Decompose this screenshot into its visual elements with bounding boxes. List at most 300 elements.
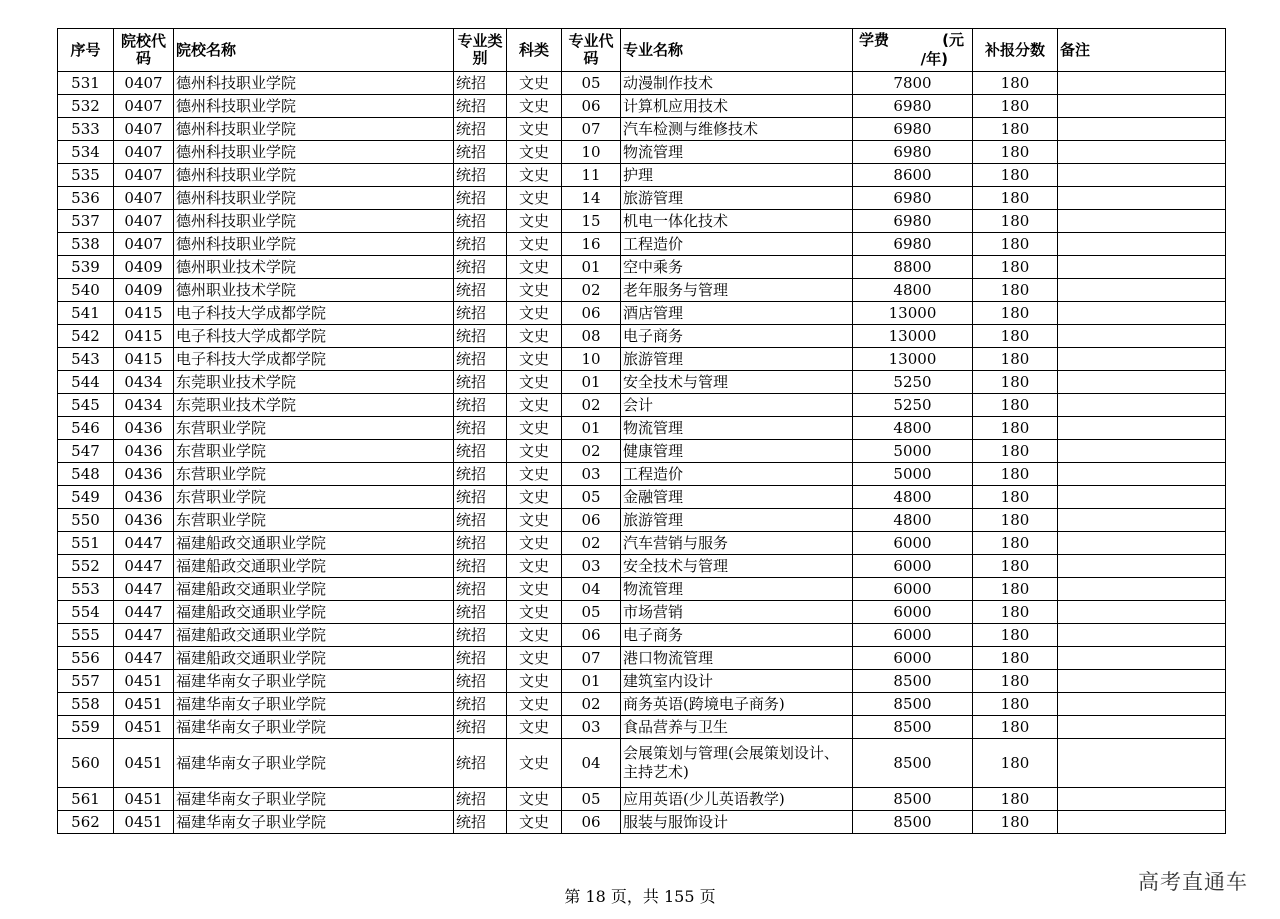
table-row xyxy=(58,417,1226,440)
cell-score: 180 xyxy=(973,279,1058,302)
cell-category: 统招 xyxy=(454,348,507,371)
cell-note xyxy=(1058,578,1226,601)
cell-seq: 557 xyxy=(58,670,114,693)
cell-subject: 文史 xyxy=(507,601,562,624)
cell-score: 180 xyxy=(973,371,1058,394)
cell-tuition: 8500 xyxy=(853,811,973,834)
cell-score: 180 xyxy=(973,210,1058,233)
cell-major-name: 电子商务 xyxy=(621,624,853,647)
header-tuition-unit: (元 xyxy=(942,31,964,49)
cell-note xyxy=(1058,118,1226,141)
cell-tuition: 7800 xyxy=(853,72,973,95)
cell-tuition: 4800 xyxy=(853,509,973,532)
cell-seq: 556 xyxy=(58,647,114,670)
cell-score: 180 xyxy=(973,187,1058,210)
cell-note xyxy=(1058,739,1226,788)
cell-score: 180 xyxy=(973,788,1058,811)
cell-school-code: 0447 xyxy=(114,601,174,624)
cell-seq: 539 xyxy=(58,256,114,279)
cell-school-code: 0447 xyxy=(114,532,174,555)
cell-school-name: 德州科技职业学院 xyxy=(174,95,454,118)
table-row xyxy=(58,348,1226,371)
cell-subject: 文史 xyxy=(507,440,562,463)
cell-score: 180 xyxy=(973,394,1058,417)
cell-subject: 文史 xyxy=(507,417,562,440)
cell-major-name: 健康管理 xyxy=(621,440,853,463)
table-row xyxy=(58,210,1226,233)
cell-tuition: 6980 xyxy=(853,233,973,256)
cell-major-code: 16 xyxy=(562,233,621,256)
cell-subject: 文史 xyxy=(507,486,562,509)
cell-subject: 文史 xyxy=(507,371,562,394)
header-tuition-label: 学费 xyxy=(859,31,890,49)
cell-major-name: 物流管理 xyxy=(621,141,853,164)
cell-school-code: 0434 xyxy=(114,371,174,394)
cell-seq: 560 xyxy=(58,739,114,788)
cell-major-name: 汽车营销与服务 xyxy=(621,532,853,555)
cell-note xyxy=(1058,164,1226,187)
cell-tuition: 5000 xyxy=(853,463,973,486)
cell-school-name: 东营职业学院 xyxy=(174,463,454,486)
cell-subject: 文史 xyxy=(507,463,562,486)
cell-score: 180 xyxy=(973,233,1058,256)
cell-subject: 文史 xyxy=(507,693,562,716)
cell-category: 统招 xyxy=(454,578,507,601)
cell-tuition: 5250 xyxy=(853,394,973,417)
cell-tuition: 4800 xyxy=(853,417,973,440)
cell-subject: 文史 xyxy=(507,811,562,834)
cell-major-name: 老年服务与管理 xyxy=(621,279,853,302)
cell-seq: 535 xyxy=(58,164,114,187)
table-row xyxy=(58,95,1226,118)
cell-category: 统招 xyxy=(454,279,507,302)
cell-tuition: 6000 xyxy=(853,647,973,670)
cell-school-code: 0451 xyxy=(114,739,174,788)
table-row xyxy=(58,463,1226,486)
cell-category: 统招 xyxy=(454,670,507,693)
table-row xyxy=(58,72,1226,95)
cell-score: 180 xyxy=(973,325,1058,348)
cell-note xyxy=(1058,394,1226,417)
cell-category: 统招 xyxy=(454,371,507,394)
cell-major-name: 空中乘务 xyxy=(621,256,853,279)
cell-note xyxy=(1058,693,1226,716)
cell-major-code: 10 xyxy=(562,141,621,164)
cell-major-name: 旅游管理 xyxy=(621,509,853,532)
cell-school-name: 福建船政交通职业学院 xyxy=(174,532,454,555)
cell-major-name: 物流管理 xyxy=(621,417,853,440)
cell-school-code: 0409 xyxy=(114,279,174,302)
page-footer: 第 18 页，共 155 页 xyxy=(564,887,716,906)
cell-category: 统招 xyxy=(454,417,507,440)
cell-seq: 551 xyxy=(58,532,114,555)
cell-school-code: 0436 xyxy=(114,417,174,440)
watermark-logo: 高考直通车 xyxy=(1138,870,1248,894)
cell-note xyxy=(1058,601,1226,624)
cell-major-code: 06 xyxy=(562,302,621,325)
cell-school-name: 东营职业学院 xyxy=(174,417,454,440)
cell-major-name: 食品营养与卫生 xyxy=(621,716,853,739)
cell-tuition: 4800 xyxy=(853,486,973,509)
cell-tuition: 8500 xyxy=(853,670,973,693)
cell-category: 统招 xyxy=(454,788,507,811)
cell-major-code: 02 xyxy=(562,394,621,417)
cell-major-code: 08 xyxy=(562,325,621,348)
cell-subject: 文史 xyxy=(507,647,562,670)
cell-score: 180 xyxy=(973,95,1058,118)
cell-school-code: 0447 xyxy=(114,578,174,601)
table-row xyxy=(58,302,1226,325)
table-row xyxy=(58,256,1226,279)
cell-major-name: 电子商务 xyxy=(621,325,853,348)
cell-major-name: 应用英语(少儿英语教学) xyxy=(621,788,853,811)
cell-note xyxy=(1058,233,1226,256)
cell-school-code: 0407 xyxy=(114,210,174,233)
table-row xyxy=(58,532,1226,555)
cell-note xyxy=(1058,187,1226,210)
cell-score: 180 xyxy=(973,164,1058,187)
cell-major-name: 旅游管理 xyxy=(621,187,853,210)
cell-seq: 545 xyxy=(58,394,114,417)
cell-school-code: 0407 xyxy=(114,164,174,187)
cell-school-code: 0447 xyxy=(114,647,174,670)
cell-school-code: 0436 xyxy=(114,486,174,509)
cell-subject: 文史 xyxy=(507,118,562,141)
cell-subject: 文史 xyxy=(507,302,562,325)
cell-subject: 文史 xyxy=(507,788,562,811)
cell-school-name: 福建船政交通职业学院 xyxy=(174,601,454,624)
cell-category: 统招 xyxy=(454,532,507,555)
cell-category: 统招 xyxy=(454,256,507,279)
cell-tuition: 6980 xyxy=(853,187,973,210)
cell-seq: 538 xyxy=(58,233,114,256)
cell-school-code: 0407 xyxy=(114,233,174,256)
cell-school-name: 德州职业技术学院 xyxy=(174,256,454,279)
table-row xyxy=(58,601,1226,624)
cell-seq: 532 xyxy=(58,95,114,118)
cell-note xyxy=(1058,210,1226,233)
table-row xyxy=(58,624,1226,647)
cell-school-code: 0451 xyxy=(114,670,174,693)
cell-score: 180 xyxy=(973,417,1058,440)
cell-seq: 534 xyxy=(58,141,114,164)
cell-score: 180 xyxy=(973,532,1058,555)
cell-subject: 文史 xyxy=(507,716,562,739)
cell-score: 180 xyxy=(973,509,1058,532)
cell-category: 统招 xyxy=(454,95,507,118)
cell-category: 统招 xyxy=(454,647,507,670)
cell-major-code: 05 xyxy=(562,72,621,95)
cell-major-name: 酒店管理 xyxy=(621,302,853,325)
cell-major-code: 11 xyxy=(562,164,621,187)
cell-major-code: 03 xyxy=(562,716,621,739)
cell-school-code: 0407 xyxy=(114,95,174,118)
cell-seq: 561 xyxy=(58,788,114,811)
cell-note xyxy=(1058,371,1226,394)
cell-school-code: 0436 xyxy=(114,463,174,486)
cell-major-code: 14 xyxy=(562,187,621,210)
cell-school-name: 德州科技职业学院 xyxy=(174,164,454,187)
cell-category: 统招 xyxy=(454,624,507,647)
cell-school-name: 东莞职业技术学院 xyxy=(174,394,454,417)
cell-seq: 544 xyxy=(58,371,114,394)
cell-note xyxy=(1058,141,1226,164)
cell-category: 统招 xyxy=(454,509,507,532)
cell-seq: 542 xyxy=(58,325,114,348)
cell-seq: 549 xyxy=(58,486,114,509)
cell-category: 统招 xyxy=(454,811,507,834)
cell-seq: 541 xyxy=(58,302,114,325)
cell-school-name: 福建船政交通职业学院 xyxy=(174,624,454,647)
cell-score: 180 xyxy=(973,463,1058,486)
cell-subject: 文史 xyxy=(507,279,562,302)
cell-score: 180 xyxy=(973,141,1058,164)
cell-school-code: 0447 xyxy=(114,555,174,578)
cell-note xyxy=(1058,624,1226,647)
cell-category: 统招 xyxy=(454,302,507,325)
table-row xyxy=(58,325,1226,348)
cell-major-name: 金融管理 xyxy=(621,486,853,509)
table-row xyxy=(58,164,1226,187)
header-school-name: 院校名称 xyxy=(174,29,454,72)
header-category: 专业类别 xyxy=(454,29,507,72)
cell-tuition: 8500 xyxy=(853,693,973,716)
cell-score: 180 xyxy=(973,670,1058,693)
cell-score: 180 xyxy=(973,601,1058,624)
cell-major-code: 03 xyxy=(562,463,621,486)
cell-category: 统招 xyxy=(454,555,507,578)
cell-school-name: 福建华南女子职业学院 xyxy=(174,670,454,693)
cell-school-name: 德州职业技术学院 xyxy=(174,279,454,302)
header-major-code: 专业代码 xyxy=(562,29,621,72)
cell-school-name: 德州科技职业学院 xyxy=(174,141,454,164)
cell-category: 统招 xyxy=(454,486,507,509)
cell-note xyxy=(1058,463,1226,486)
table-row xyxy=(58,578,1226,601)
cell-note xyxy=(1058,325,1226,348)
cell-tuition: 8500 xyxy=(853,739,973,788)
cell-score: 180 xyxy=(973,811,1058,834)
cell-subject: 文史 xyxy=(507,670,562,693)
cell-category: 统招 xyxy=(454,601,507,624)
cell-school-code: 0415 xyxy=(114,302,174,325)
table-row xyxy=(58,486,1226,509)
cell-school-code: 0436 xyxy=(114,440,174,463)
cell-major-code: 06 xyxy=(562,811,621,834)
cell-note xyxy=(1058,532,1226,555)
cell-major-code: 06 xyxy=(562,509,621,532)
cell-tuition: 6000 xyxy=(853,601,973,624)
header-score: 补报分数 xyxy=(973,29,1058,72)
cell-tuition: 6980 xyxy=(853,141,973,164)
header-tuition-period: /年) xyxy=(920,50,948,68)
cell-major-name: 服装与服饰设计 xyxy=(621,811,853,834)
cell-tuition: 6000 xyxy=(853,624,973,647)
cell-seq: 537 xyxy=(58,210,114,233)
cell-major-code: 02 xyxy=(562,279,621,302)
cell-subject: 文史 xyxy=(507,555,562,578)
cell-category: 统招 xyxy=(454,463,507,486)
table-row xyxy=(58,647,1226,670)
cell-school-code: 0407 xyxy=(114,72,174,95)
cell-major-code: 04 xyxy=(562,578,621,601)
cell-tuition: 6980 xyxy=(853,95,973,118)
cell-score: 180 xyxy=(973,348,1058,371)
cell-note xyxy=(1058,256,1226,279)
cell-tuition: 6000 xyxy=(853,532,973,555)
cell-major-code: 10 xyxy=(562,348,621,371)
cell-seq: 553 xyxy=(58,578,114,601)
cell-major-code: 01 xyxy=(562,256,621,279)
table-row xyxy=(58,788,1226,811)
table-row xyxy=(58,811,1226,834)
cell-subject: 文史 xyxy=(507,233,562,256)
cell-major-name: 商务英语(跨境电子商务) xyxy=(621,693,853,716)
cell-subject: 文史 xyxy=(507,210,562,233)
header-seq: 序号 xyxy=(58,29,114,72)
cell-school-name: 福建华南女子职业学院 xyxy=(174,739,454,788)
cell-score: 180 xyxy=(973,716,1058,739)
cell-major-name: 物流管理 xyxy=(621,578,853,601)
cell-tuition: 5250 xyxy=(853,371,973,394)
cell-category: 统招 xyxy=(454,739,507,788)
cell-major-code: 04 xyxy=(562,739,621,788)
cell-seq: 547 xyxy=(58,440,114,463)
cell-major-code: 06 xyxy=(562,95,621,118)
cell-note xyxy=(1058,348,1226,371)
cell-category: 统招 xyxy=(454,325,507,348)
header-note: 备注 xyxy=(1058,29,1226,72)
cell-school-code: 0407 xyxy=(114,118,174,141)
table-row xyxy=(58,371,1226,394)
cell-score: 180 xyxy=(973,624,1058,647)
cell-note xyxy=(1058,647,1226,670)
cell-major-name: 计算机应用技术 xyxy=(621,95,853,118)
cell-seq: 548 xyxy=(58,463,114,486)
cell-school-name: 东营职业学院 xyxy=(174,509,454,532)
cell-school-name: 东营职业学院 xyxy=(174,486,454,509)
cell-tuition: 6980 xyxy=(853,118,973,141)
cell-school-name: 电子科技大学成都学院 xyxy=(174,302,454,325)
cell-score: 180 xyxy=(973,647,1058,670)
cell-subject: 文史 xyxy=(507,624,562,647)
cell-category: 统招 xyxy=(454,440,507,463)
cell-major-code: 02 xyxy=(562,532,621,555)
cell-major-name: 动漫制作技术 xyxy=(621,72,853,95)
cell-major-code: 05 xyxy=(562,486,621,509)
table-row xyxy=(58,118,1226,141)
cell-major-code: 01 xyxy=(562,670,621,693)
table-header-row xyxy=(58,29,1226,72)
cell-seq: 536 xyxy=(58,187,114,210)
cell-major-name: 安全技术与管理 xyxy=(621,555,853,578)
cell-school-code: 0447 xyxy=(114,624,174,647)
cell-category: 统招 xyxy=(454,118,507,141)
cell-note xyxy=(1058,486,1226,509)
cell-tuition: 6000 xyxy=(853,555,973,578)
cell-tuition: 13000 xyxy=(853,302,973,325)
cell-note xyxy=(1058,555,1226,578)
cell-seq: 559 xyxy=(58,716,114,739)
header-subject: 科类 xyxy=(507,29,562,72)
cell-subject: 文史 xyxy=(507,72,562,95)
cell-major-name: 护理 xyxy=(621,164,853,187)
cell-seq: 540 xyxy=(58,279,114,302)
table-row xyxy=(58,233,1226,256)
cell-school-name: 东莞职业技术学院 xyxy=(174,371,454,394)
table-row xyxy=(58,141,1226,164)
cell-tuition: 5000 xyxy=(853,440,973,463)
cell-school-name: 电子科技大学成都学院 xyxy=(174,325,454,348)
cell-category: 统招 xyxy=(454,72,507,95)
cell-subject: 文史 xyxy=(507,95,562,118)
cell-major-code: 15 xyxy=(562,210,621,233)
cell-major-name: 会展策划与管理(会展策划设计、主持艺术) xyxy=(621,739,853,788)
cell-score: 180 xyxy=(973,486,1058,509)
cell-seq: 533 xyxy=(58,118,114,141)
cell-category: 统招 xyxy=(454,187,507,210)
cell-major-name: 汽车检测与维修技术 xyxy=(621,118,853,141)
cell-tuition: 13000 xyxy=(853,325,973,348)
cell-school-code: 0436 xyxy=(114,509,174,532)
cell-major-name: 机电一体化技术 xyxy=(621,210,853,233)
cell-category: 统招 xyxy=(454,210,507,233)
cell-major-name: 建筑室内设计 xyxy=(621,670,853,693)
cell-seq: 554 xyxy=(58,601,114,624)
cell-major-code: 01 xyxy=(562,371,621,394)
table-row xyxy=(58,394,1226,417)
cell-school-code: 0451 xyxy=(114,693,174,716)
cell-score: 180 xyxy=(973,739,1058,788)
cell-school-code: 0451 xyxy=(114,788,174,811)
cell-school-code: 0434 xyxy=(114,394,174,417)
cell-school-name: 德州科技职业学院 xyxy=(174,187,454,210)
cell-major-name: 港口物流管理 xyxy=(621,647,853,670)
cell-category: 统招 xyxy=(454,716,507,739)
cell-major-name: 市场营销 xyxy=(621,601,853,624)
cell-major-code: 07 xyxy=(562,118,621,141)
cell-subject: 文史 xyxy=(507,578,562,601)
cell-subject: 文史 xyxy=(507,187,562,210)
cell-school-name: 福建华南女子职业学院 xyxy=(174,716,454,739)
cell-school-name: 德州科技职业学院 xyxy=(174,210,454,233)
header-school-code: 院校代码 xyxy=(114,29,174,72)
cell-tuition: 8500 xyxy=(853,788,973,811)
cell-seq: 562 xyxy=(58,811,114,834)
table-row xyxy=(58,509,1226,532)
header-tuition xyxy=(853,29,973,72)
cell-major-code: 05 xyxy=(562,788,621,811)
cell-tuition: 8800 xyxy=(853,256,973,279)
cell-note xyxy=(1058,95,1226,118)
cell-score: 180 xyxy=(973,256,1058,279)
header-major-name: 专业名称 xyxy=(621,29,853,72)
cell-category: 统招 xyxy=(454,233,507,256)
cell-school-code: 0415 xyxy=(114,348,174,371)
cell-score: 180 xyxy=(973,693,1058,716)
cell-note xyxy=(1058,440,1226,463)
cell-tuition: 6000 xyxy=(853,578,973,601)
cell-category: 统招 xyxy=(454,164,507,187)
cell-school-name: 福建华南女子职业学院 xyxy=(174,788,454,811)
cell-subject: 文史 xyxy=(507,256,562,279)
cell-subject: 文史 xyxy=(507,739,562,788)
cell-category: 统招 xyxy=(454,141,507,164)
cell-school-name: 福建船政交通职业学院 xyxy=(174,647,454,670)
cell-seq: 550 xyxy=(58,509,114,532)
table-row xyxy=(58,693,1226,716)
cell-category: 统招 xyxy=(454,394,507,417)
